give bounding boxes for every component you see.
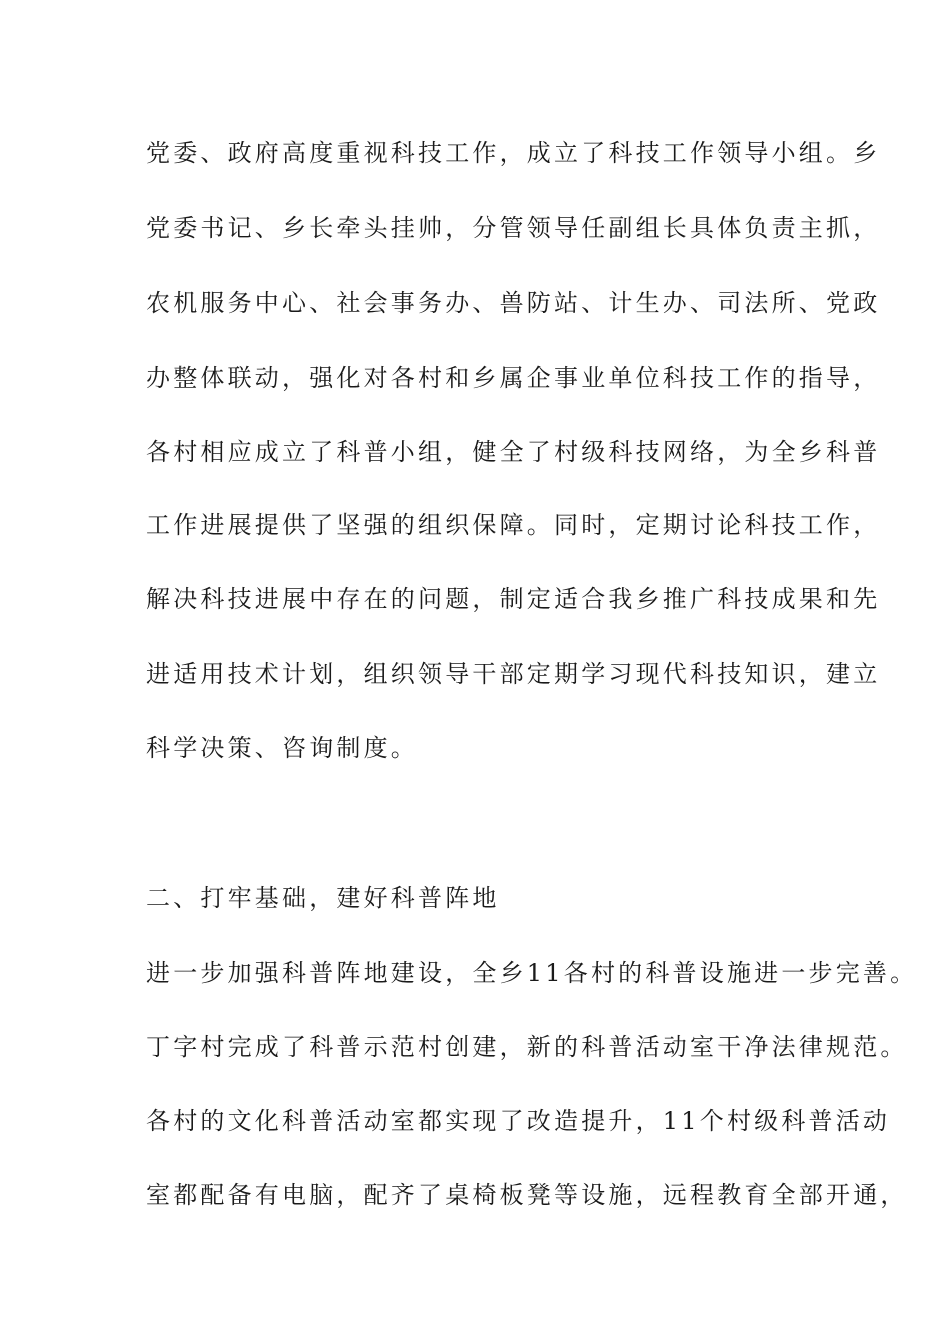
paragraph-line: 科学决策、咨询制度。 xyxy=(146,734,418,762)
paragraph-line: 工作进展提供了坚强的组织保障。同时，定期讨论科技工作， xyxy=(146,511,881,539)
paragraph-line: 各村的文化科普活动室都实现了改造提升，11个村级科普活动 xyxy=(146,1107,891,1135)
paragraph-line: 各村相应成立了科普小组，健全了村级科技网络，为全乡科普 xyxy=(146,438,881,466)
paragraph-line: 进适用技术计划，组织领导干部定期学习现代科技知识，建立 xyxy=(146,660,881,688)
section-heading: 二、打牢基础，建好科普阵地 xyxy=(146,884,500,912)
paragraph-line: 室都配备有电脑，配齐了桌椅板凳等设施，远程教育全部开通， xyxy=(146,1181,908,1209)
paragraph-line: 办整体联动，强化对各村和乡属企事业单位科技工作的指导， xyxy=(146,364,881,392)
paragraph-line: 农机服务中心、社会事务办、兽防站、计生办、司法所、党政 xyxy=(146,289,881,317)
paragraph-line: 解决科技进展中存在的问题，制定适合我乡推广科技成果和先 xyxy=(146,585,881,613)
paragraph-line: 党委书记、乡长牵头挂帅，分管领导任副组长具体负责主抓， xyxy=(146,214,881,242)
paragraph-line: 进一步加强科普阵地建设，全乡11各村的科普设施进一步完善。 xyxy=(146,959,918,987)
paragraph-line: 丁字村完成了科普示范村创建，新的科普活动室干净法律规范。 xyxy=(146,1033,908,1061)
paragraph-line: 党委、政府高度重视科技工作，成立了科技工作领导小组。乡 xyxy=(146,139,881,167)
